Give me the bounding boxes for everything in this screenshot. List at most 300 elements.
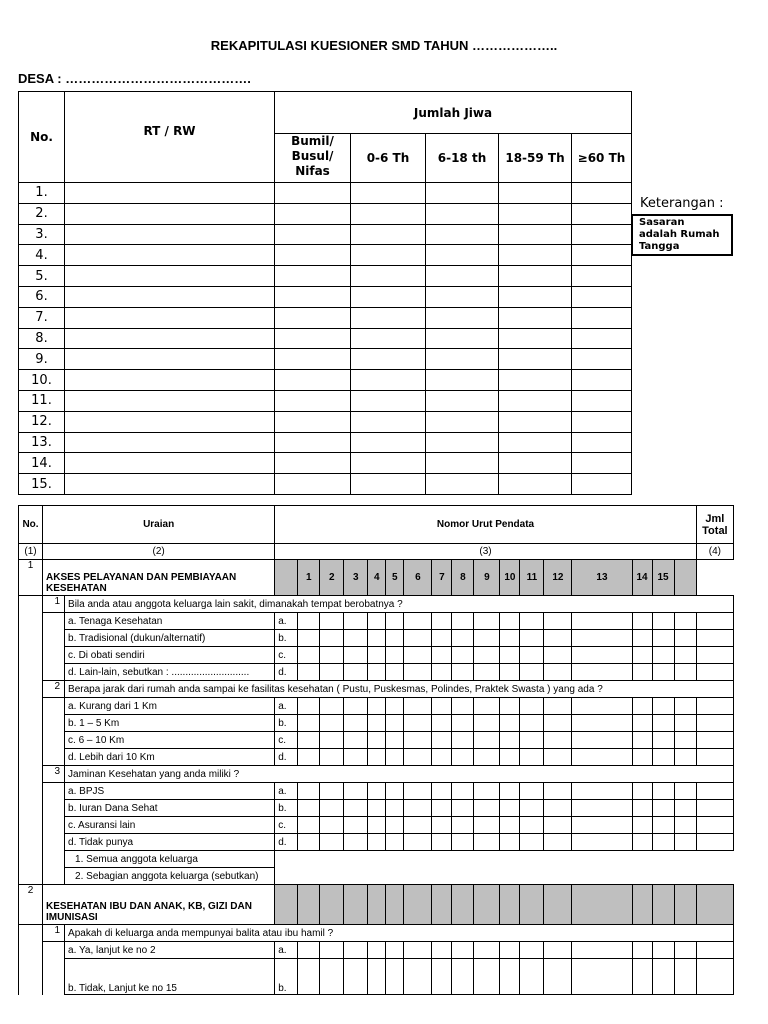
kuesioner-row [19, 783, 734, 800]
option-letter: b. [275, 800, 298, 817]
pendata-cell [298, 834, 320, 851]
rekap-cell [65, 183, 275, 204]
pendata-cell [320, 630, 344, 647]
rekap-cell [572, 245, 632, 266]
pendata-cell [368, 647, 386, 664]
pendata-cell [474, 647, 500, 664]
pendata-cell [632, 630, 652, 647]
pendata-cell [652, 885, 674, 925]
pendata-cell [320, 817, 344, 834]
rekap-cell [426, 432, 499, 453]
pendata-cell [544, 664, 572, 681]
pendata-cell [452, 817, 474, 834]
no-cell [19, 959, 43, 995]
kuesioner-row [19, 868, 734, 885]
pendata-cell [474, 630, 500, 647]
pendata-cell [474, 698, 500, 715]
no-cell [19, 630, 43, 647]
pendata-cell [674, 885, 696, 925]
pendata-cell [368, 732, 386, 749]
rekap-cell [65, 370, 275, 391]
option-text: a. Kurang dari 1 Km [65, 698, 275, 715]
pendata-cell [452, 715, 474, 732]
pendata-cell [344, 834, 368, 851]
pendata-cell [404, 959, 432, 995]
pendata-cell [652, 664, 674, 681]
pendata-cell [386, 664, 404, 681]
rekap-cell [351, 370, 426, 391]
rekap-cell [351, 474, 426, 495]
pendata-cell [432, 942, 452, 959]
pendata-cell [632, 664, 652, 681]
rekap-row-number: 14. [19, 453, 65, 474]
rekap-subheader: 0-6 Th [351, 134, 426, 183]
rekap-cell [426, 349, 499, 370]
kuesioner-row [19, 817, 734, 834]
pendata-cell [432, 613, 452, 630]
pendata-cell [674, 647, 696, 664]
pendata-cell [298, 630, 320, 647]
pendata-cell [652, 942, 674, 959]
pendata-cell [386, 698, 404, 715]
pendata-cell [404, 647, 432, 664]
rekap-cell [499, 203, 572, 224]
section-title: AKSES PELAYANAN DAN PEMBIAYAAN KESEHATAN [43, 560, 275, 596]
pendata-cell [696, 715, 733, 732]
no-cell [19, 596, 43, 613]
pendata-number: 9 [474, 560, 500, 596]
rekap-row-number: 15. [19, 474, 65, 495]
pendata-cell [368, 885, 386, 925]
pendata-cell [632, 885, 652, 925]
pendata-cell [452, 664, 474, 681]
option-text: d. Lebih dari 10 Km [65, 749, 275, 766]
rekap-cell [499, 390, 572, 411]
option-text: b. 1 – 5 Km [65, 715, 275, 732]
pendata-cell [572, 885, 632, 925]
option-letter: a. [275, 783, 298, 800]
pendata-cell [432, 817, 452, 834]
rekap-cell [65, 349, 275, 370]
pendata-cell [432, 715, 452, 732]
no-cell [19, 664, 43, 681]
rekap-cell [275, 224, 351, 245]
no-cell [19, 800, 43, 817]
no-cell [19, 749, 43, 766]
kuesioner-row [19, 544, 734, 560]
index-cell: (3) [275, 544, 697, 560]
pendata-cell [386, 834, 404, 851]
question-text: Berapa jarak dari rumah anda sampai ke fasilitas kesehatan ( Pustu, Puskesmas, Polindes, Praktek Swasta ) yang ada ? [65, 681, 734, 698]
pendata-number: 15 [652, 560, 674, 596]
pendata-cell [652, 715, 674, 732]
pendata-cell [696, 749, 733, 766]
option-text: c. Di obati sendiri [65, 647, 275, 664]
kuesioner-row [19, 732, 734, 749]
pendata-cell [674, 698, 696, 715]
pendata-cell [632, 749, 652, 766]
pendata-cell [632, 783, 652, 800]
kuesioner-row [19, 766, 734, 783]
pendata-cell [452, 783, 474, 800]
page-title: REKAPITULASI KUESIONER SMD TAHUN ……………….. [210, 38, 558, 53]
pendata-cell [368, 800, 386, 817]
pendata-cell [344, 783, 368, 800]
pendata-cell [386, 630, 404, 647]
pendata-cell [344, 613, 368, 630]
pendata-cell [696, 613, 733, 630]
pendata-cell [500, 817, 520, 834]
pendata-cell [386, 817, 404, 834]
index-cell: (1) [19, 544, 43, 560]
option-letter: a. [275, 942, 298, 959]
rekap-cell [351, 266, 426, 287]
rekap-cell [572, 286, 632, 307]
sub-cell [43, 959, 65, 995]
pendata-cell [520, 942, 544, 959]
pendata-cell [452, 630, 474, 647]
sub-option-text: 2. Sebagian anggota keluarga (sebutkan) [65, 868, 275, 885]
pendata-cell [404, 732, 432, 749]
rekap-cell [275, 286, 351, 307]
section-number: 2 [19, 885, 43, 925]
pendata-cell [572, 630, 632, 647]
pendata-cell [652, 959, 674, 995]
rekap-row [19, 307, 632, 328]
kuesioner-row [19, 885, 734, 925]
rekap-cell [426, 474, 499, 495]
index-cell: (2) [43, 544, 275, 560]
pendata-cell [404, 885, 432, 925]
pendata-cell [674, 942, 696, 959]
pendata-cell [298, 942, 320, 959]
kuesioner-row [19, 925, 734, 942]
pendata-cell [474, 817, 500, 834]
pendata-number: 11 [520, 560, 544, 596]
pendata-cell [632, 942, 652, 959]
sub-option-text: 1. Semua anggota keluarga [65, 851, 275, 868]
pendata-cell [404, 664, 432, 681]
pendata-number: 12 [544, 560, 572, 596]
pendata-cell [404, 749, 432, 766]
rekap-cell [426, 328, 499, 349]
rekap-subheader: ≥60 Th [572, 134, 632, 183]
option-letter: b. [275, 630, 298, 647]
pendata-cell [544, 959, 572, 995]
pendata-cell [520, 664, 544, 681]
rekap-cell [426, 183, 499, 204]
pendata-cell [696, 630, 733, 647]
rekap-row [19, 432, 632, 453]
pendata-cell [500, 664, 520, 681]
pendata-cell [652, 817, 674, 834]
pendata-cell [320, 959, 344, 995]
rekap-row [19, 453, 632, 474]
rekap-row [19, 286, 632, 307]
pendata-cell [368, 834, 386, 851]
pendata-cell [652, 834, 674, 851]
no-cell [19, 868, 43, 885]
sub-cell [43, 817, 65, 834]
rekap-cell [499, 183, 572, 204]
pendata-cell [572, 749, 632, 766]
pendata-cell [298, 698, 320, 715]
rekap-header-jumlah-jiwa: Jumlah Jiwa [275, 92, 632, 134]
pendata-cell [320, 664, 344, 681]
kuesioner-row [19, 715, 734, 732]
no-cell [19, 817, 43, 834]
kuesioner-row [19, 560, 734, 596]
pendata-cell [500, 698, 520, 715]
pendata-cell [520, 698, 544, 715]
pendata-cell [404, 715, 432, 732]
pendata-cell [432, 749, 452, 766]
pendata-cell [368, 613, 386, 630]
pendata-cell [500, 732, 520, 749]
option-text: a. BPJS [65, 783, 275, 800]
rekap-cell [499, 432, 572, 453]
rekap-row-number: 11. [19, 390, 65, 411]
rekap-cell [572, 411, 632, 432]
rekap-cell [572, 390, 632, 411]
rekap-cell [572, 183, 632, 204]
rekap-cell [426, 203, 499, 224]
index-cell: (4) [696, 544, 733, 560]
no-cell [19, 732, 43, 749]
pendata-cell [404, 630, 432, 647]
kuesioner-row [19, 800, 734, 817]
rekap-cell [426, 245, 499, 266]
no-cell [19, 783, 43, 800]
rekap-header-no: No. [19, 92, 65, 183]
pendata-cell [674, 560, 696, 596]
pendata-cell [520, 647, 544, 664]
pendata-cell [500, 959, 520, 995]
pendata-cell [344, 647, 368, 664]
pendata-cell [652, 698, 674, 715]
pendata-cell [452, 613, 474, 630]
pendata-cell [320, 613, 344, 630]
rekap-cell [275, 266, 351, 287]
pendata-cell [520, 783, 544, 800]
pendata-cell [368, 630, 386, 647]
rekap-cell [572, 474, 632, 495]
sub-cell [43, 783, 65, 800]
pendata-cell [298, 959, 320, 995]
rekap-row-number: 10. [19, 370, 65, 391]
pendata-cell [452, 698, 474, 715]
pendata-cell [404, 613, 432, 630]
rekap-cell [351, 328, 426, 349]
rekap-row [19, 266, 632, 287]
pendata-cell [544, 749, 572, 766]
rekap-cell [275, 328, 351, 349]
pendata-cell [344, 715, 368, 732]
option-letter: d. [275, 834, 298, 851]
option-letter: d. [275, 664, 298, 681]
rekap-cell [65, 328, 275, 349]
no-cell [19, 942, 43, 959]
pendata-cell [572, 834, 632, 851]
question-text: Jaminan Kesehatan yang anda miliki ? [65, 766, 734, 783]
kuesioner-row [19, 834, 734, 851]
blank-cell [275, 868, 734, 885]
question-text: Apakah di keluarga anda mempunyai balita atau ibu hamil ? [65, 925, 734, 942]
rekap-subheader: 6-18 th [426, 134, 499, 183]
pendata-cell [386, 885, 404, 925]
pendata-cell [674, 613, 696, 630]
rekap-row-number: 4. [19, 245, 65, 266]
pendata-cell [320, 749, 344, 766]
pendata-cell [368, 817, 386, 834]
pendata-cell [500, 749, 520, 766]
kuesioner-header-no: No. [19, 506, 43, 544]
pendata-cell [544, 715, 572, 732]
pendata-cell [474, 664, 500, 681]
pendata-cell [572, 698, 632, 715]
rekap-cell [65, 203, 275, 224]
rekap-cell [499, 245, 572, 266]
question-text: Bila anda atau anggota keluarga lain sakit, dimanakah tempat berobatnya ? [65, 596, 734, 613]
pendata-cell [432, 885, 452, 925]
pendata-number: 14 [632, 560, 652, 596]
pendata-cell [632, 732, 652, 749]
rekap-row [19, 183, 632, 204]
rekap-cell [499, 349, 572, 370]
pendata-cell [520, 630, 544, 647]
option-letter: b. [275, 715, 298, 732]
rekap-cell [572, 224, 632, 245]
option-letter: c. [275, 732, 298, 749]
rekap-row [19, 245, 632, 266]
kuesioner-row [19, 851, 734, 868]
pendata-cell [320, 942, 344, 959]
pendata-cell [500, 834, 520, 851]
pendata-cell [652, 749, 674, 766]
rekap-cell [351, 307, 426, 328]
pendata-cell [432, 664, 452, 681]
pendata-cell [572, 959, 632, 995]
pendata-cell [432, 647, 452, 664]
pendata-cell [544, 834, 572, 851]
pendata-cell [298, 749, 320, 766]
pendata-cell [544, 630, 572, 647]
option-text: d. Lain-lain, sebutkan : ............................ [65, 664, 275, 681]
rekap-row [19, 474, 632, 495]
pendata-cell [474, 800, 500, 817]
rekap-subheader: 18-59 Th [499, 134, 572, 183]
option-text: c. 6 – 10 Km [65, 732, 275, 749]
pendata-cell [696, 959, 733, 995]
kuesioner-row [19, 647, 734, 664]
pendata-cell [632, 647, 652, 664]
no-cell [19, 834, 43, 851]
pendata-cell [572, 817, 632, 834]
pendata-cell [275, 560, 298, 596]
rekap-cell [572, 370, 632, 391]
option-letter: b. [275, 959, 298, 995]
pendata-cell [674, 834, 696, 851]
rekap-cell [426, 224, 499, 245]
rekap-cell [426, 453, 499, 474]
blank-cell [275, 851, 734, 868]
option-text: a. Ya, lanjut ke no 2 [65, 942, 275, 959]
pendata-cell [386, 732, 404, 749]
rekap-cell [426, 411, 499, 432]
pendata-cell [320, 800, 344, 817]
pendata-cell [386, 749, 404, 766]
pendata-cell [696, 817, 733, 834]
pendata-cell [500, 715, 520, 732]
rekap-row [19, 203, 632, 224]
pendata-number: 8 [452, 560, 474, 596]
pendata-cell [320, 647, 344, 664]
pendata-cell [572, 942, 632, 959]
pendata-cell [674, 664, 696, 681]
rekap-cell [65, 474, 275, 495]
pendata-cell [432, 783, 452, 800]
rekap-row [19, 390, 632, 411]
question-number: 3 [43, 766, 65, 783]
pendata-cell [696, 834, 733, 851]
pendata-cell [404, 698, 432, 715]
option-letter: a. [275, 698, 298, 715]
pendata-number: 7 [432, 560, 452, 596]
question-number: 2 [43, 681, 65, 698]
pendata-cell [298, 715, 320, 732]
pendata-cell [432, 732, 452, 749]
option-text: b. Tidak, Lanjut ke no 15 [65, 959, 275, 995]
pendata-cell [344, 817, 368, 834]
rekap-cell [426, 266, 499, 287]
rekap-cell [499, 328, 572, 349]
pendata-cell [320, 783, 344, 800]
rekap-cell [351, 453, 426, 474]
pendata-cell [544, 817, 572, 834]
rekap-cell [65, 307, 275, 328]
pendata-cell [404, 817, 432, 834]
pendata-cell [344, 749, 368, 766]
pendata-cell [320, 885, 344, 925]
pendata-cell [368, 942, 386, 959]
kuesioner-row [19, 506, 734, 544]
rekap-cell [499, 370, 572, 391]
pendata-cell [320, 834, 344, 851]
rekap-cell [275, 432, 351, 453]
pendata-cell [544, 783, 572, 800]
pendata-cell [344, 800, 368, 817]
pendata-cell [674, 817, 696, 834]
rekap-cell [426, 370, 499, 391]
pendata-cell [404, 834, 432, 851]
no-cell [19, 613, 43, 630]
pendata-cell [652, 647, 674, 664]
pendata-cell [320, 732, 344, 749]
rekap-row-number: 6. [19, 286, 65, 307]
rekap-cell [65, 390, 275, 411]
rekap-row-number: 3. [19, 224, 65, 245]
pendata-cell [572, 664, 632, 681]
rekap-cell [351, 286, 426, 307]
pendata-cell [432, 959, 452, 995]
rekap-cell [572, 349, 632, 370]
pendata-cell [368, 698, 386, 715]
pendata-cell [344, 664, 368, 681]
rekap-cell [65, 245, 275, 266]
rekap-cell [275, 203, 351, 224]
rekap-row [19, 328, 632, 349]
pendata-cell [696, 698, 733, 715]
